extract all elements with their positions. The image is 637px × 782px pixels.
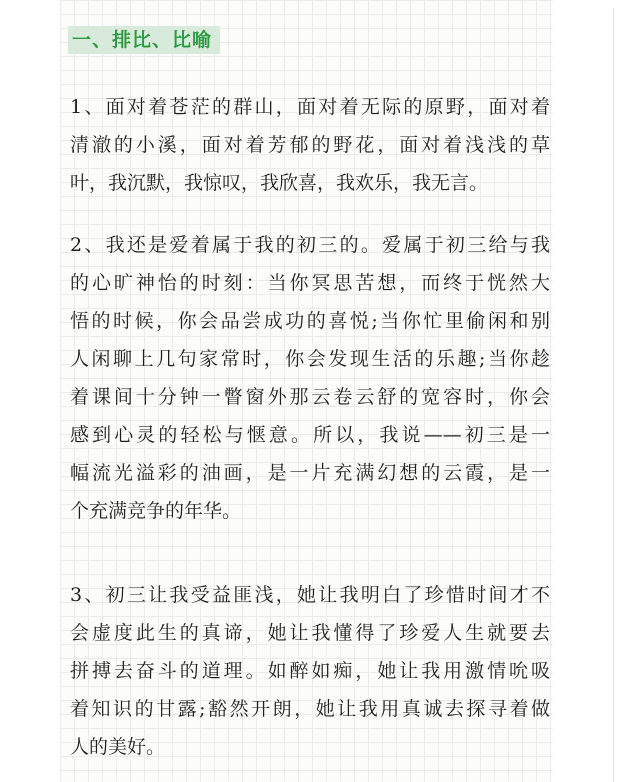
paragraph-line: 个充满竞争的年华。 (70, 500, 242, 522)
paragraph-line: 幅流光溢彩的油画，是一片充满幻想的云霞，是一 (70, 462, 550, 484)
paragraph-1 (70, 88, 550, 202)
paragraph-line: 的心旷神怡的时刻：当你冥思苦想，而终于恍然大 (70, 272, 550, 294)
paragraph-line: 会虚度此生的真谛，她让我懂得了珍爱人生就要去 (70, 622, 550, 644)
paragraph-line: 着课间十分钟一瞥窗外那云卷云舒的宽容时，你会 (70, 386, 550, 408)
paragraph-line: 感到心灵的轻松与惬意。所以，我说——初三是一 (70, 424, 550, 446)
page-edge-divider (613, 8, 614, 782)
section-heading: 一、排比、比喻 (68, 26, 220, 54)
paragraph-line: 拼搏去奋斗的道理。如醉如痴，她让我用激情吮吸 (70, 660, 550, 682)
paragraph-line: 1、面对着苍茫的群山，面对着无际的原野，面对着 (70, 96, 550, 118)
paragraph-line: 叶，我沉默，我惊叹，我欣喜，我欢乐，我无言。 (70, 172, 489, 194)
paragraph-3 (70, 576, 550, 766)
paragraph-line: 3、初三让我受益匪浅，她让我明白了珍惜时间才不 (70, 584, 550, 606)
paragraph-line: 着知识的甘露;豁然开朗，她让我用真诚去探寻着做 (70, 698, 550, 720)
paragraph-2 (70, 226, 550, 530)
paragraph-line: 悟的时候，你会品尝成功的喜悦;当你忙里偷闲和别 (70, 310, 550, 332)
paragraph-line: 人的美好。 (70, 736, 166, 758)
paragraph-line: 人闲聊上几句家常时，你会发现生活的乐趣;当你趁 (70, 348, 550, 370)
paragraph-line: 清澈的小溪，面对着芳郁的野花，面对着浅浅的草 (70, 134, 550, 156)
paragraph-line: 2、我还是爱着属于我的初三的。爱属于初三给与我 (70, 234, 550, 256)
